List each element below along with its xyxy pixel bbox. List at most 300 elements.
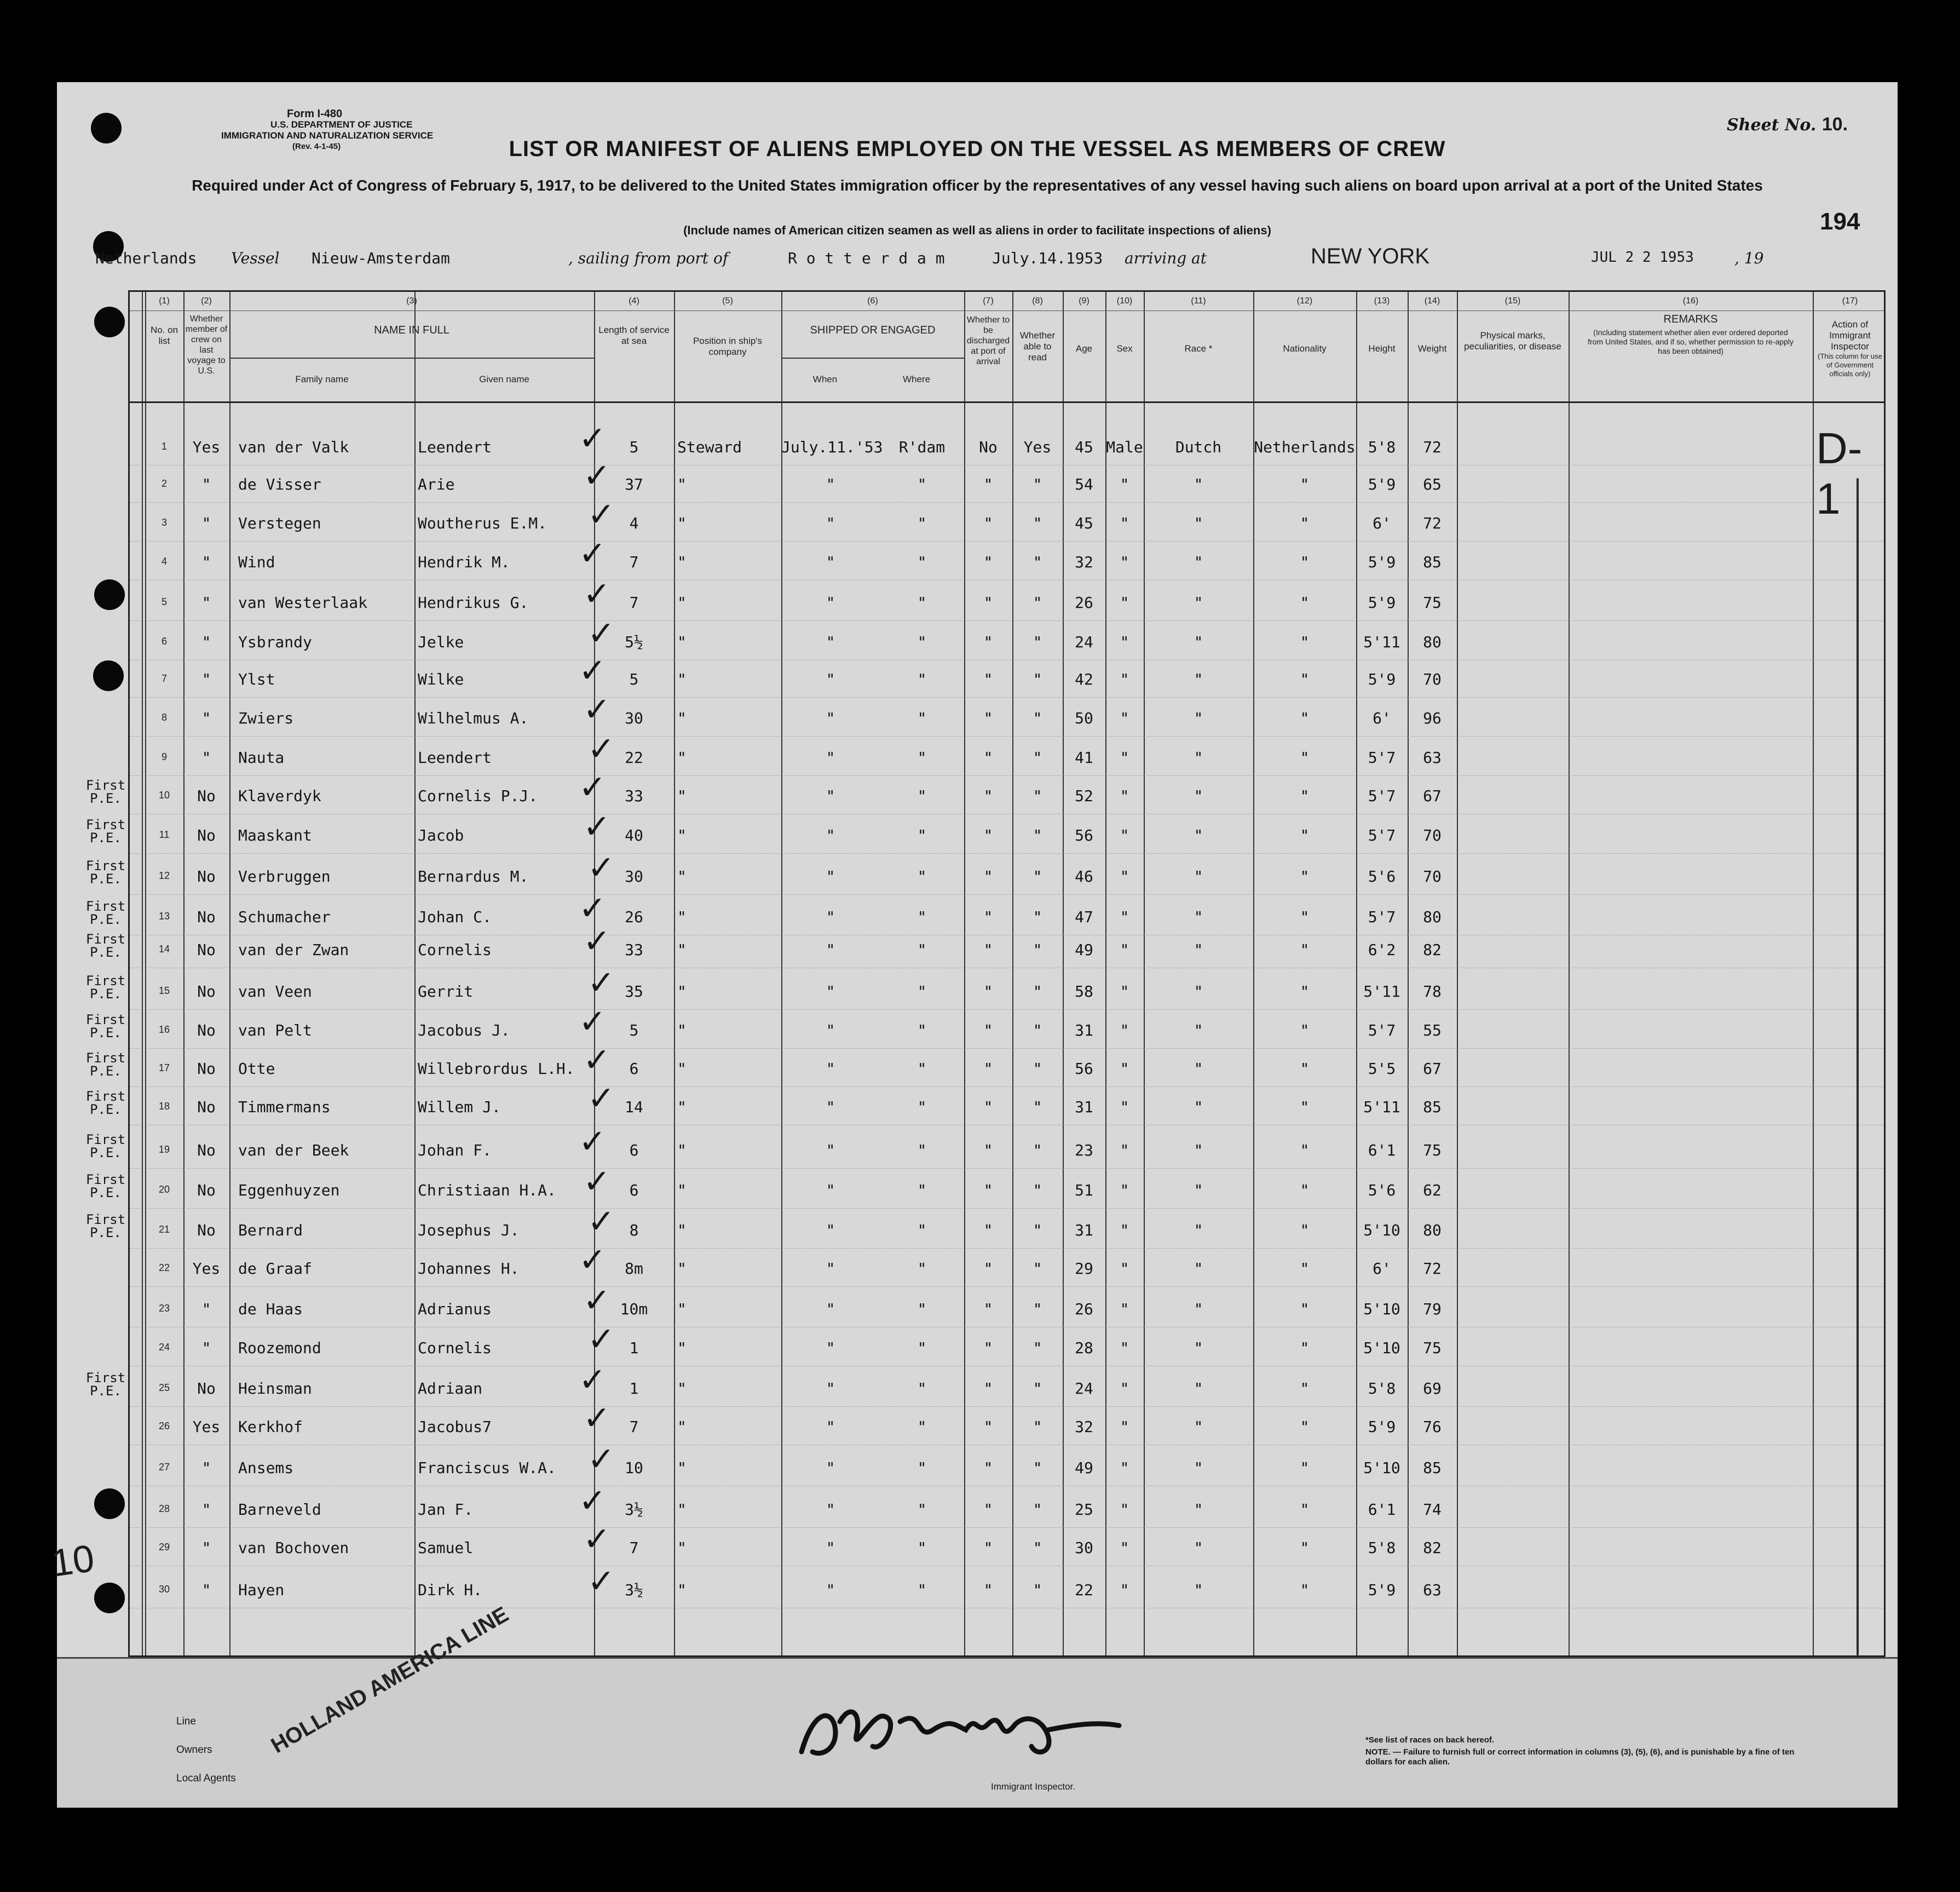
cell-height: 5'9 [1368, 1418, 1396, 1436]
cell-height: 5'11 [1363, 982, 1400, 1000]
cell-position: " [677, 1339, 687, 1357]
cell-member: No [197, 826, 216, 844]
cell-family: van Veen [238, 982, 312, 1000]
cell-read: " [1033, 867, 1042, 885]
cell-length: 5 [629, 438, 639, 456]
cell-given: Arie [418, 475, 455, 493]
cell-when: " [826, 826, 835, 844]
cell-disch: " [983, 670, 993, 688]
line-label: Line [176, 1716, 196, 1727]
cell-where: " [917, 1539, 927, 1557]
arriving-label: arriving at [1125, 249, 1207, 267]
cell-when: " [826, 1379, 835, 1398]
cell-weight: 67 [1423, 787, 1442, 805]
cell-age: 49 [1075, 1459, 1093, 1477]
col-header-remarks: REMARKS [1663, 313, 1718, 325]
cell-member: Yes [192, 1260, 221, 1278]
cell-race: " [1194, 514, 1203, 532]
cell-when: " [826, 1098, 835, 1116]
row-number: 2 [161, 478, 167, 489]
cell-age: 42 [1075, 670, 1093, 688]
cell-position: " [677, 709, 687, 727]
cell-when: " [826, 1141, 835, 1159]
cell-read: " [1033, 1500, 1042, 1519]
cell-given: Jan F. [418, 1500, 474, 1519]
check-mark-icon: ✓ [579, 534, 607, 573]
row-rule [130, 1527, 1884, 1528]
row-rule [130, 1406, 1884, 1407]
page-number: 194 [1820, 208, 1860, 235]
col-header-height: Height [1368, 343, 1396, 354]
cell-disch: " [983, 633, 993, 651]
cell-age: 51 [1075, 1181, 1093, 1199]
cell-given: Jelke [418, 633, 464, 651]
row-rule [130, 1009, 1884, 1010]
cell-disch: " [983, 982, 993, 1000]
col-header-member: Whether member of crew on last voyage to U.S. [185, 314, 228, 376]
rank-note: First P.E. [85, 1012, 126, 1040]
cell-height: 6' [1373, 709, 1391, 727]
cell-disch: " [983, 1500, 993, 1519]
cell-position: " [677, 1260, 687, 1278]
col-num: (6) [867, 296, 878, 306]
cell-age: 56 [1075, 1060, 1093, 1078]
cell-when: " [826, 1339, 835, 1357]
check-mark-icon: ✓ [583, 808, 611, 846]
cell-age: 45 [1075, 438, 1093, 456]
col-header-family: Family name [295, 374, 349, 384]
cell-when: " [826, 867, 835, 885]
cell-when: " [826, 633, 835, 651]
rank-note: First P.E. [85, 1132, 126, 1160]
cell-nat: " [1300, 1141, 1310, 1159]
col-num: (9) [1079, 296, 1089, 306]
cell-disch: " [983, 1141, 993, 1159]
cell-sex: " [1120, 1260, 1129, 1278]
col-num: (11) [1191, 296, 1206, 306]
cell-race: " [1194, 908, 1203, 926]
punch-hole [94, 1488, 125, 1519]
cell-read: Yes [1023, 438, 1052, 456]
row-number: 16 [158, 1024, 170, 1035]
cell-family: Ysbrandy [238, 633, 312, 651]
cell-race: " [1194, 1418, 1203, 1436]
row-number: 19 [158, 1144, 170, 1155]
manifest-sheet [48, 82, 1898, 1806]
cell-weight: 85 [1423, 1098, 1442, 1116]
check-mark-icon: ✓ [583, 457, 611, 495]
cell-read: " [1033, 908, 1042, 926]
inspector-line [1857, 478, 1859, 1655]
check-mark-icon: ✓ [587, 730, 615, 768]
cell-family: de Visser [238, 475, 321, 493]
cell-age: 46 [1075, 867, 1093, 885]
cell-age: 31 [1075, 1098, 1093, 1116]
cell-member: " [201, 594, 211, 612]
row-rule [130, 853, 1884, 854]
col-num: (3) [406, 296, 417, 306]
cell-weight: 63 [1423, 1581, 1442, 1599]
cell-weight: 74 [1423, 1500, 1442, 1519]
cell-length: 1 [629, 1339, 639, 1357]
cell-read: " [1033, 1021, 1042, 1039]
agents-label: Local Agents [176, 1773, 236, 1784]
cell-where: " [917, 1181, 927, 1199]
cell-weight: 67 [1423, 1060, 1442, 1078]
cell-where: " [917, 1459, 927, 1477]
cell-weight: 62 [1423, 1181, 1442, 1199]
races-note: *See list of races on back hereof. [1365, 1735, 1495, 1745]
cell-age: 49 [1075, 941, 1093, 959]
cell-race: " [1194, 1260, 1203, 1278]
cell-length: 6 [629, 1141, 639, 1159]
cell-nat: " [1300, 1379, 1310, 1398]
row-number: 30 [158, 1584, 170, 1595]
row-number: 20 [158, 1184, 170, 1195]
cell-age: 54 [1075, 475, 1093, 493]
cell-nat: " [1300, 1459, 1310, 1477]
cell-length: 3½ [625, 1581, 643, 1599]
cell-nat: " [1300, 787, 1310, 805]
cell-member: " [201, 553, 211, 571]
cell-given: Leendert [418, 438, 492, 456]
cell-when: July.11.'53 [781, 438, 883, 456]
subtitle: Required under Act of Congress of February 5, 1917, to be delivered to the United States immigration officer by the representatives of any vessel having such aliens on board upon arrival at a port of the United States [192, 177, 1763, 194]
holland-america-stamp: HOLLAND AMERICA LINE [267, 1602, 513, 1758]
cell-where: " [917, 1060, 927, 1078]
cell-family: Timmermans [238, 1098, 331, 1116]
cell-nat: " [1300, 1181, 1310, 1199]
cell-weight: 69 [1423, 1379, 1442, 1398]
cell-length: 5 [629, 670, 639, 688]
cell-when: " [826, 1221, 835, 1239]
cell-where: " [917, 1418, 927, 1436]
cell-race: " [1194, 553, 1203, 571]
cell-sex: " [1120, 1539, 1129, 1557]
cell-height: 6' [1373, 1260, 1391, 1278]
cell-where: " [917, 1300, 927, 1318]
cell-read: " [1033, 1098, 1042, 1116]
cell-member: " [201, 749, 211, 767]
cell-where: " [917, 670, 927, 688]
cell-nat: " [1300, 514, 1310, 532]
cell-family: Hayen [238, 1581, 285, 1599]
cell-disch: " [983, 867, 993, 885]
check-mark-icon: ✓ [583, 922, 611, 961]
cell-where: " [917, 1581, 927, 1599]
row-rule [130, 697, 1884, 698]
cell-length: 8m [625, 1260, 643, 1278]
rank-note: First P.E. [85, 1212, 126, 1240]
departure-port: R o t t e r d a m [788, 249, 945, 267]
cell-member: No [197, 1379, 216, 1398]
row-number: 23 [158, 1303, 170, 1314]
cell-member: " [201, 709, 211, 727]
row-rule [130, 1286, 1884, 1287]
cell-family: Klaverdyk [238, 787, 321, 805]
cell-sex: " [1120, 553, 1129, 571]
cell-sex: " [1120, 867, 1129, 885]
cell-race: " [1194, 826, 1203, 844]
cell-when: " [826, 941, 835, 959]
cell-member: " [201, 1300, 211, 1318]
cell-disch: " [983, 826, 993, 844]
cell-position: " [677, 1021, 687, 1039]
cell-age: 56 [1075, 826, 1093, 844]
footer [57, 1602, 1898, 1808]
cell-member: No [197, 1221, 216, 1239]
row-number: 22 [158, 1262, 170, 1273]
cell-disch: " [983, 709, 993, 727]
cell-nat: " [1300, 475, 1310, 493]
cell-given: Jacobus7 [418, 1418, 492, 1436]
row-rule [130, 1086, 1884, 1087]
cell-sex: " [1120, 749, 1129, 767]
cell-height: 5'5 [1368, 1060, 1396, 1078]
cell-disch: " [983, 1300, 993, 1318]
cell-disch: " [983, 475, 993, 493]
row-rule [130, 1208, 1884, 1209]
cell-age: 29 [1075, 1260, 1093, 1278]
cell-height: 5'6 [1368, 1181, 1396, 1199]
cell-age: 47 [1075, 908, 1093, 926]
cell-sex: " [1120, 475, 1129, 493]
cell-nat: " [1300, 1021, 1310, 1039]
cell-age: 23 [1075, 1141, 1093, 1159]
cell-length: 5 [629, 1021, 639, 1039]
cell-position: " [677, 1060, 687, 1078]
cell-length: 10 [625, 1459, 643, 1477]
cell-family: van Pelt [238, 1021, 312, 1039]
cell-given: Bernardus M. [418, 867, 529, 885]
cell-age: 58 [1075, 982, 1093, 1000]
cell-age: 32 [1075, 1418, 1093, 1436]
revision: (Rev. 4-1-45) [292, 142, 341, 151]
cell-where: " [917, 475, 927, 493]
col-header-when: When [812, 374, 838, 384]
cell-family: van der Valk [238, 438, 349, 456]
cell-sex: " [1120, 1181, 1129, 1199]
rank-note: First P.E. [85, 1089, 126, 1117]
cell-position: " [677, 594, 687, 612]
cell-read: " [1033, 1181, 1042, 1199]
cell-given: Gerrit [418, 982, 474, 1000]
check-mark-icon: ✓ [579, 652, 607, 690]
cell-age: 26 [1075, 1300, 1093, 1318]
row-number: 10 [158, 790, 170, 801]
cell-weight: 63 [1423, 749, 1442, 767]
cell-position: " [677, 982, 687, 1000]
arrival-port: NEW YORK [1311, 244, 1430, 268]
cell-sex: " [1120, 1339, 1129, 1357]
cell-sex: " [1120, 594, 1129, 612]
cell-where: " [917, 826, 927, 844]
cell-race: " [1194, 670, 1203, 688]
col-header-weight: Weight [1417, 343, 1447, 354]
cell-position: " [677, 1141, 687, 1159]
cell-length: 10m [620, 1300, 648, 1318]
cell-age: 24 [1075, 1379, 1093, 1398]
cell-where: " [917, 1260, 927, 1278]
cell-race: " [1194, 787, 1203, 805]
row-number: 9 [161, 751, 167, 762]
row-rule [130, 1248, 1884, 1249]
col-num: (4) [629, 296, 639, 306]
col-header-age: Age [1075, 343, 1093, 354]
row-number: 6 [161, 636, 167, 647]
year-label: , 19 [1734, 249, 1764, 267]
cell-where: " [917, 594, 927, 612]
cell-given: Adrianus [418, 1300, 492, 1318]
cell-length: 33 [625, 787, 643, 805]
cell-age: 28 [1075, 1339, 1093, 1357]
cell-nat: " [1300, 1581, 1310, 1599]
cell-position: " [677, 1181, 687, 1199]
cell-height: 6'1 [1368, 1500, 1396, 1519]
cell-height: 5'7 [1368, 826, 1396, 844]
rank-note: First P.E. [85, 1172, 126, 1200]
row-number: 3 [161, 517, 167, 528]
cell-weight: 76 [1423, 1418, 1442, 1436]
cell-read: " [1033, 1379, 1042, 1398]
cell-sex: " [1120, 1300, 1129, 1318]
cell-height: 5'11 [1363, 633, 1400, 651]
cell-family: Ansems [238, 1459, 294, 1477]
cell-position: " [677, 633, 687, 651]
check-mark-icon: ✓ [583, 1520, 611, 1559]
cell-sex: " [1120, 1021, 1129, 1039]
cell-weight: 80 [1423, 908, 1442, 926]
cell-position: " [677, 1459, 687, 1477]
cell-member: " [201, 1459, 211, 1477]
cell-family: Heinsman [238, 1379, 312, 1398]
cell-member: No [197, 1098, 216, 1116]
cell-position: " [677, 514, 687, 532]
cell-height: 5'8 [1368, 1539, 1396, 1557]
cell-where: " [917, 1379, 927, 1398]
cell-weight: 78 [1423, 982, 1442, 1000]
cell-position: " [677, 1379, 687, 1398]
cell-position: " [677, 1221, 687, 1239]
col-header-shipped: SHIPPED OR ENGAGED [810, 324, 936, 336]
department: U.S. DEPARTMENT OF JUSTICE [270, 119, 413, 130]
cell-nat: " [1300, 1221, 1310, 1239]
check-mark-icon: ✓ [587, 849, 615, 887]
cell-when: " [826, 1021, 835, 1039]
col-header-position: Position in ship's company [693, 336, 763, 357]
cell-sex: " [1120, 908, 1129, 926]
cell-race: " [1194, 594, 1203, 612]
cell-race: " [1194, 1181, 1203, 1199]
cell-sex: " [1120, 1221, 1129, 1239]
cell-family: van der Zwan [238, 941, 349, 959]
check-mark-icon: ✓ [579, 419, 607, 458]
cell-member: No [197, 1021, 216, 1039]
cell-nat: " [1300, 553, 1310, 571]
cell-family: Maaskant [238, 826, 312, 844]
cell-sex: " [1120, 1500, 1129, 1519]
cell-read: " [1033, 1260, 1042, 1278]
cell-sex: " [1120, 1060, 1129, 1078]
cell-family: Eggenhuyzen [238, 1181, 340, 1199]
cell-length: 30 [625, 709, 643, 727]
cell-where: " [917, 787, 927, 805]
cell-where: " [917, 1098, 927, 1116]
cell-disch: " [983, 1581, 993, 1599]
cell-length: 1 [629, 1379, 639, 1398]
cell-position: " [677, 826, 687, 844]
cell-sex: " [1120, 982, 1129, 1000]
row-rule [130, 894, 1884, 895]
cell-read: " [1033, 1418, 1042, 1436]
cell-read: " [1033, 709, 1042, 727]
cell-position: " [677, 1300, 687, 1318]
cell-given: Franciscus W.A. [418, 1459, 556, 1477]
cell-position: " [677, 1581, 687, 1599]
cell-when: " [826, 1300, 835, 1318]
cell-race: " [1194, 1060, 1203, 1078]
row-number: 12 [158, 870, 170, 881]
cell-member: " [201, 475, 211, 493]
cell-race: " [1194, 1539, 1203, 1557]
cell-position: " [677, 867, 687, 885]
col-header-discharged: Whether to be discharged at port of arrival [966, 315, 1010, 366]
cell-race: " [1194, 633, 1203, 651]
cell-member: " [201, 1539, 211, 1557]
cell-length: 35 [625, 982, 643, 1000]
cell-member: No [197, 1060, 216, 1078]
col-header-action-note: (This column for use of Government officials only) [1818, 352, 1882, 378]
row-number: 7 [161, 673, 167, 684]
vessel-label: Vessel [231, 249, 280, 267]
cell-disch: " [983, 514, 993, 532]
punch-hole [94, 307, 125, 337]
check-mark-icon: ✓ [587, 964, 615, 1002]
cell-height: 5'7 [1368, 787, 1396, 805]
cell-height: 5'6 [1368, 867, 1396, 885]
row-rule [130, 1168, 1884, 1169]
row-number: 1 [161, 441, 167, 452]
check-mark-icon: ✓ [587, 614, 615, 653]
row-rule [130, 502, 1884, 503]
cell-height: 5'7 [1368, 1021, 1396, 1039]
cell-family: van Westerlaak [238, 594, 368, 612]
cell-when: " [826, 787, 835, 805]
cell-read: " [1033, 594, 1042, 612]
cell-member: " [201, 670, 211, 688]
cell-height: 5'9 [1368, 553, 1396, 571]
cell-given: Willem J. [418, 1098, 501, 1116]
cell-family: Roozemond [238, 1339, 321, 1357]
cell-nat: " [1300, 1260, 1310, 1278]
cell-given: Johan C. [418, 908, 492, 926]
cell-disch: " [983, 1379, 993, 1398]
cell-read: " [1033, 1141, 1042, 1159]
cell-sex: " [1120, 633, 1129, 651]
cell-family: Barneveld [238, 1500, 321, 1519]
cell-nat: " [1300, 826, 1310, 844]
cell-length: 37 [625, 475, 643, 493]
check-mark-icon: ✓ [583, 1399, 611, 1437]
cell-height: 5'9 [1368, 1581, 1396, 1599]
penalty-note: NOTE. — Failure to furnish full or correct information in columns (3), (5), (6), and is punishable by a fine of ten dollars for each alien. [1365, 1747, 1795, 1767]
cell-sex: " [1120, 670, 1129, 688]
punch-hole [93, 660, 124, 691]
cell-nat: " [1300, 1339, 1310, 1357]
check-mark-icon: ✓ [579, 768, 607, 807]
cell-read: " [1033, 1060, 1042, 1078]
cell-read: " [1033, 941, 1042, 959]
